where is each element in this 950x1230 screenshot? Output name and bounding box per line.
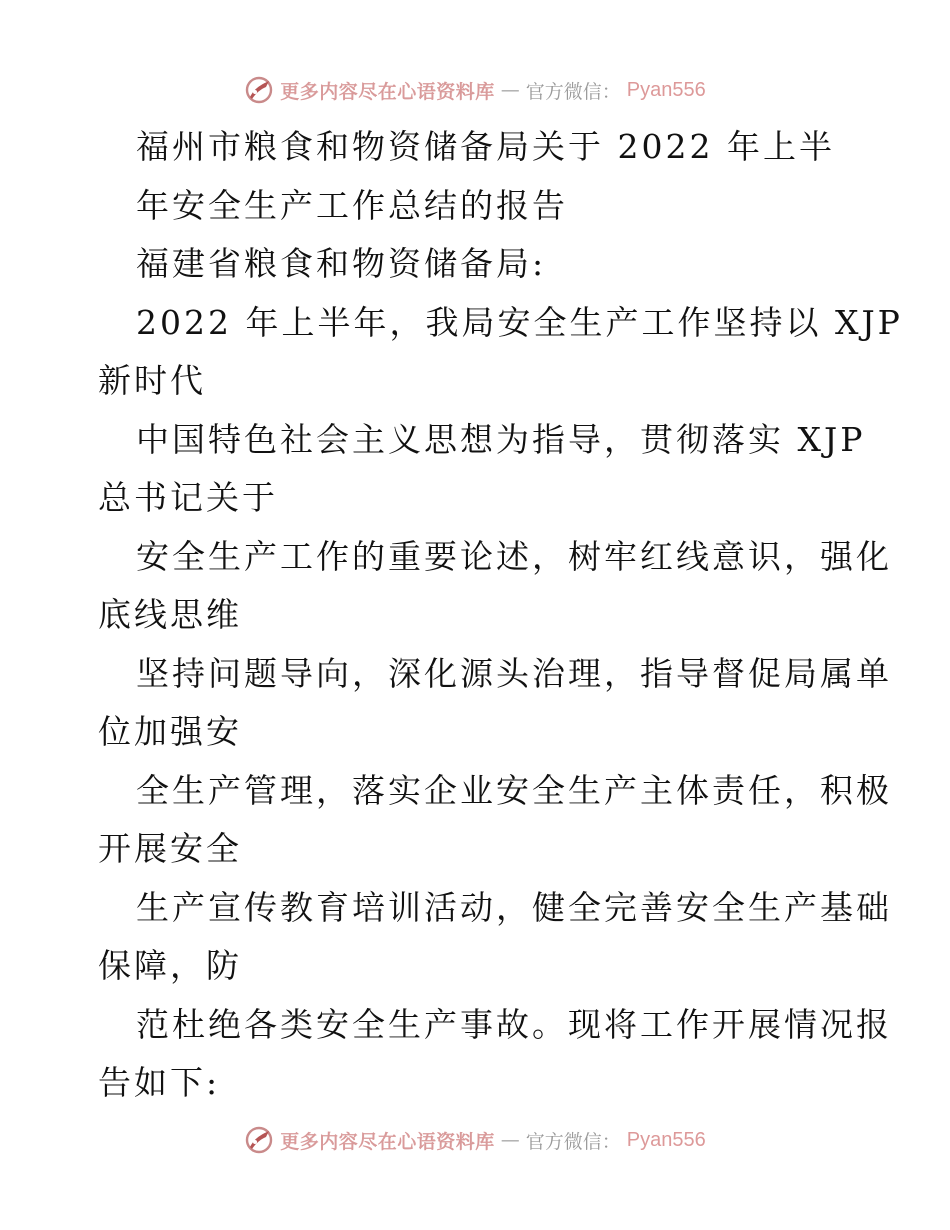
document-line: 开展安全 bbox=[98, 829, 242, 868]
document-line: 福州市粮食和物资储备局关于 2022 年上半 bbox=[136, 127, 835, 166]
banner-wechat-id: Pyan556 bbox=[626, 1128, 706, 1151]
document-line: 坚持问题导向，深化源头治理，指导督促局属单 bbox=[136, 653, 892, 693]
banner-wechat-id: Pyan556 bbox=[626, 78, 706, 101]
document-line: 福建省粮食和物资储备局: bbox=[136, 244, 547, 283]
document-line: 新时代 bbox=[98, 361, 206, 400]
document-line: 告如下: bbox=[98, 1063, 221, 1102]
red-brush-logo-icon bbox=[244, 1125, 274, 1155]
document-line: 范杜绝各类安全生产事故。现将工作开展情况报 bbox=[136, 1004, 892, 1044]
header-watermark-banner bbox=[0, 70, 950, 110]
document-line: 保障，防 bbox=[98, 946, 242, 985]
footer-watermark-banner bbox=[0, 1120, 950, 1160]
banner-wechat-label: 官方微信： bbox=[525, 1130, 621, 1153]
document-line: 安全生产工作的重要论述，树牢红线意识，强化 bbox=[136, 536, 892, 576]
red-brush-logo-icon bbox=[244, 75, 274, 105]
document-body bbox=[98, 118, 903, 1113]
document-line: 中国特色社会主义思想为指导，贯彻落实 XJP bbox=[136, 419, 866, 459]
document-line: 全生产管理，落实企业安全生产主体责任，积极 bbox=[136, 770, 892, 810]
banner-dash: — bbox=[500, 1129, 520, 1151]
banner-text: 更多内容尽在心语资料库 bbox=[280, 80, 495, 103]
banner-dash: — bbox=[500, 79, 520, 101]
banner-wechat-label: 官方微信： bbox=[525, 80, 621, 103]
document-line: 2022 年上半年，我局安全生产工作坚持以 XJP bbox=[136, 302, 903, 342]
document-line: 底线思维 bbox=[98, 595, 242, 634]
banner-text: 更多内容尽在心语资料库 bbox=[280, 1130, 495, 1153]
document-line: 总书记关于 bbox=[98, 478, 278, 517]
document-line: 位加强安 bbox=[98, 712, 242, 751]
document-line: 年安全生产工作总结的报告 bbox=[136, 185, 568, 225]
document-line: 生产宣传教育培训活动，健全完善安全生产基础 bbox=[136, 887, 892, 927]
